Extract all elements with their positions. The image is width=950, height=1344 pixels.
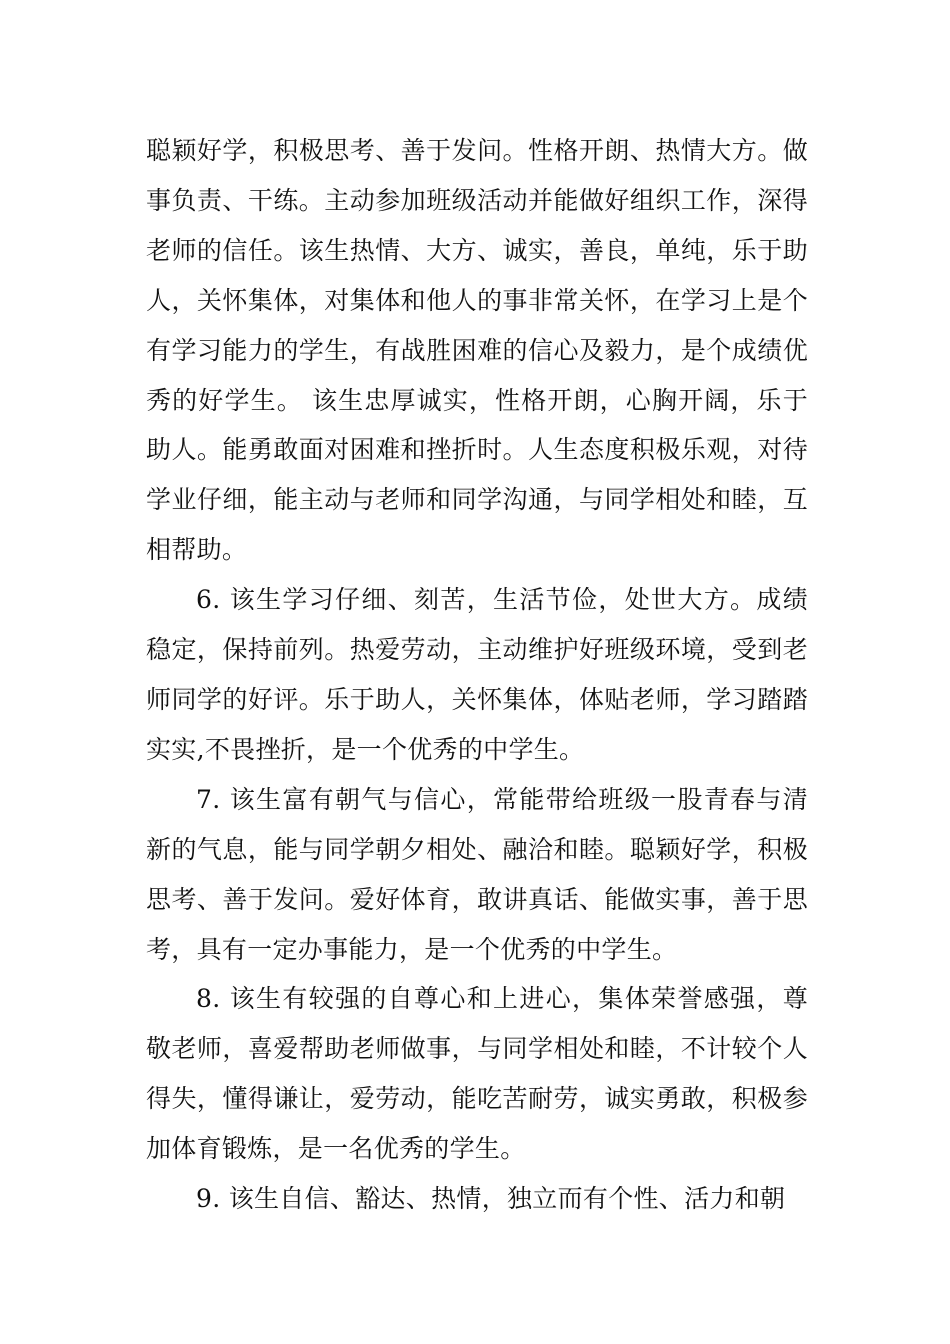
document-body	[146, 126, 808, 1224]
paragraph-item-7: 7. 该生富有朝气与信心，常能带给班级一股青春与清新的气息，能与同学朝夕相处、融洽和睦。聪颖好学，积极思考、善于发问。爱好体育，敢讲真话、能做实事，善于思考，具有一定办事能力，是一个优秀的中学生。	[146, 784, 808, 964]
paragraph-item-6: 6. 该生学习仔细、刻苦，生活节俭，处世大方。成绩稳定，保持前列。热爱劳动，主动维护好班级环境，受到老师同学的好评。乐于助人，关怀集体，体贴老师，学习踏踏实实,不畏挫折，是一个优秀的中学生。	[146, 585, 808, 764]
paragraph-item-8: 8. 该生有较强的自尊心和上进心，集体荣誉感强，尊敬老师，喜爱帮助老师做事，与同学相处和睦，不计较个人得失，懂得谦让，爱劳动，能吃苦耐劳，诚实勇敢，积极参加体育锻炼，是一名优秀的学生。	[146, 984, 808, 1164]
paragraph-item-9: 9. 该生自信、豁达、热情，独立而有个性、活力和朝	[196, 1184, 786, 1214]
paragraph-continuation: 聪颖好学，积极思考、善于发问。性格开朗、热情大方。做事负责、干练。主动参加班级活动并能做好组织工作，深得老师的信任。该生热情、大方、诚实，善良，单纯，乐于助人，关怀集体，对集体和他人的事非常关怀，在学习上是个有学习能力的学生，有战胜困难的信心及毅力，是个成绩优秀的好学生。 该生忠厚诚实，性格开朗，心胸开阔，乐于助人。能勇敢面对困难和挫折时。人生态度积极乐观，对待学业仔细，能主动与老师和同学沟通，与同学相处和睦，互相帮助。	[146, 136, 808, 565]
